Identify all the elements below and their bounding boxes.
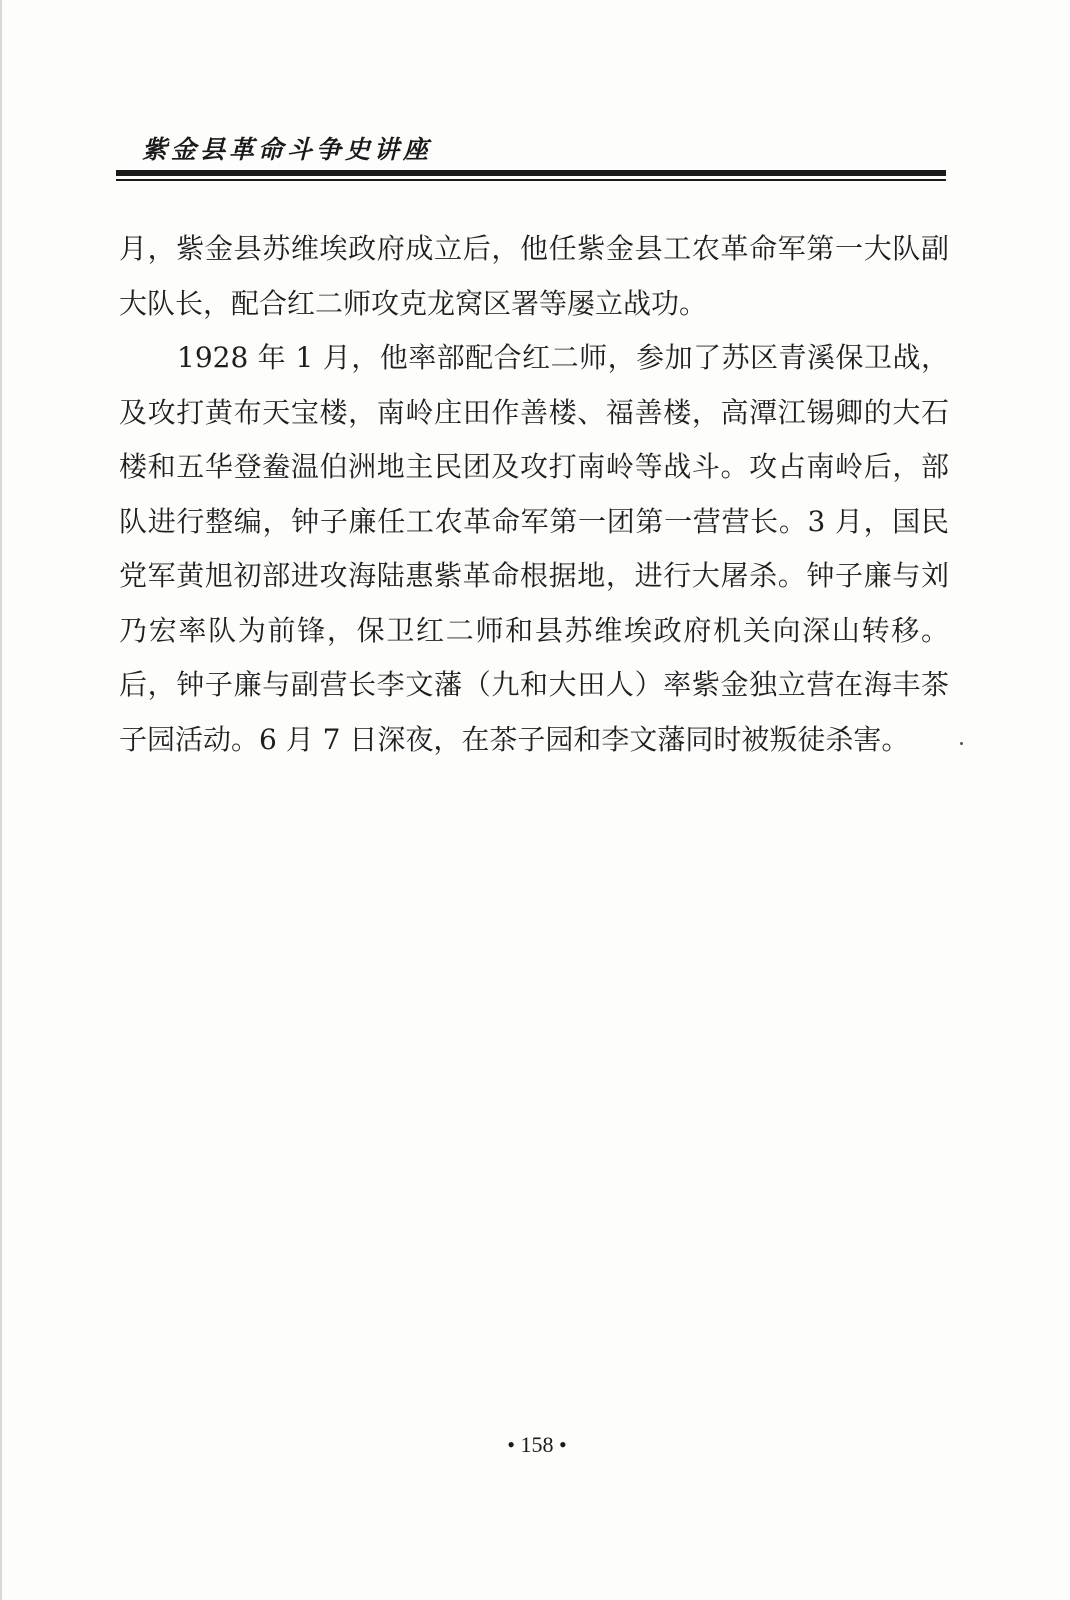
running-head-title: 紫金县革命斗争史讲座	[142, 135, 433, 164]
header-rule-thin	[116, 179, 946, 181]
scan-speck	[960, 742, 963, 745]
header-rule-thick	[116, 170, 946, 176]
body-text	[119, 222, 949, 767]
page-number: • 158 •	[507, 1432, 567, 1457]
paragraph-continuation: 月，紫金县苏维埃政府成立后，他任紫金县工农革命军第一大队副大队长，配合红二师攻克龙窝区署等屡立战功。	[119, 232, 949, 320]
paragraph-1928: 1928 年 1 月，他率部配合红二师，参加了苏区青溪保卫战，及攻打黄布天宝楼，南岭庄田作善楼、福善楼，高潭江锡卿的大石楼和五华登鲞温伯洲地主民团及攻打南岭等战斗。攻占南岭后，部队进行整编，钟子廉任工农革命军第一团第一营营长。3 月，国民党军黄旭初部进攻海陆惠紫革命根据地，进行大屠杀。钟子廉与刘乃宏率队为前锋，保卫红二师和县苏维埃政府机关向深山转移。后，钟子廉与副营长李文藩（九和大田人）率紫金独立营在海丰茶子园活动。6 月 7 日深夜，在茶子园和李文藩同时被叛徒杀害。	[119, 341, 949, 756]
